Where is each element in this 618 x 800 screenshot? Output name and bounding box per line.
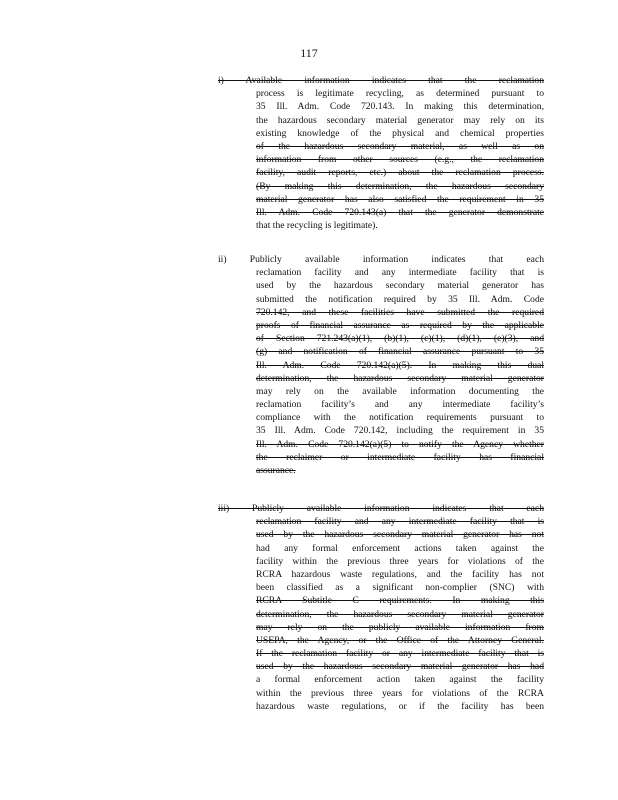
- text-line: RCRA hazardous waste regulations, and the facility has not: [256, 568, 544, 580]
- text-line: material generator has also satisfied the requirement in 35: [256, 193, 544, 205]
- paragraph-item-i: [218, 74, 544, 232]
- text-line: (By making this determination, the hazardous secondary: [256, 180, 544, 192]
- text-line: 35 Ill. Adm. Code 720.142, including the requirement in 35: [256, 425, 544, 437]
- text-line: that the recycling is legitimate).: [256, 220, 378, 232]
- text-line: Ill. Adm. Code 720.142(a)(5) to notify the Agency whether: [256, 438, 544, 450]
- text-line: iii) Publicly available information indicates that each: [218, 503, 544, 514]
- text-line: determination, the hazardous secondary material generator: [256, 372, 544, 384]
- text-line: used by the hazardous secondary material generator has not: [256, 529, 544, 541]
- text-line: Ill. Adm. Code 720.142(a)(5). In making this dual: [256, 359, 544, 371]
- text-line: determination, the hazardous secondary material generator: [256, 608, 544, 620]
- text-line: had any formal enforcement actions taken against the: [256, 542, 544, 554]
- text-line: used by the hazardous secondary material generator has had: [256, 661, 544, 673]
- text-line: of Section 721.243(a)(1), (b)(1), (c)(1), (d)(1), (e)(3), and: [256, 333, 544, 345]
- text-line: facility within the previous three years for violations of the: [256, 555, 544, 567]
- text-line: within the previous three years for violations of the RCRA: [256, 687, 544, 699]
- page-number: 117: [300, 46, 318, 60]
- text-line: (g) and notification of financial assurance pursuant to 35: [256, 346, 544, 358]
- text-line: reclamation facility and any intermediate facility that is: [256, 516, 544, 528]
- text-line: reclamation facility’s and any intermediate facility’s: [256, 399, 544, 411]
- text-line: USEPA, the Agency, or the Office of the Attorney General.: [256, 634, 544, 646]
- text-line: existing knowledge of the physical and chemical properties: [256, 127, 544, 139]
- text-line: the hazardous secondary material generator may rely on its: [256, 114, 544, 126]
- text-line: reclamation facility and any intermediate facility that is: [256, 267, 544, 279]
- text-line: submitted the notification required by 35 Ill. Adm. Code: [256, 293, 544, 305]
- text-line: proofs of financial assurance as required by the applicable: [256, 319, 544, 331]
- text-line: used by the hazardous secondary material generator has: [256, 280, 544, 292]
- text-line: information from other sources (e.g., the reclamation: [256, 154, 544, 166]
- text-line: i) Available information indicates that the reclamation: [218, 75, 544, 86]
- text-line: compliance with the notification requirements pursuant to: [256, 412, 544, 424]
- text-line: RCRA Subtitle C requirements. In making this: [256, 595, 544, 607]
- text-line: process is legitimate recycling, as determined pursuant to: [256, 88, 544, 100]
- text-line: 720.142, and these facilities have submitted the required: [256, 306, 544, 318]
- text-line: the reclaimer or intermediate facility has financial: [256, 451, 544, 463]
- text-line: hazardous waste regulations, or if the facility has been: [256, 700, 544, 712]
- text-line: assurance.: [256, 465, 296, 476]
- text-line: may rely on the available information documenting the: [256, 385, 544, 397]
- text-line: If the reclamation facility or any intermediate facility that is: [256, 648, 544, 660]
- text-line: been classified as a significant non-complier (SNC) with: [256, 582, 544, 594]
- text-line: 35 Ill. Adm. Code 720.143. In making this determination,: [256, 101, 544, 113]
- text-line: facility, audit reports, etc.) about the reclamation process.: [256, 167, 544, 179]
- text-line: a formal enforcement action taken against the facility: [256, 674, 544, 686]
- text-line: may rely on the publicly available information from: [256, 621, 544, 633]
- text-line: ii) Publicly available information indicates that each: [218, 254, 544, 265]
- paragraph-item-ii: [218, 253, 544, 477]
- text-line: Ill. Adm. Code 720.143(a) that the generator demonstrate: [256, 206, 544, 218]
- paragraph-item-iii: [218, 502, 544, 713]
- text-line: of the hazardous secondary material, as well as on: [256, 140, 544, 152]
